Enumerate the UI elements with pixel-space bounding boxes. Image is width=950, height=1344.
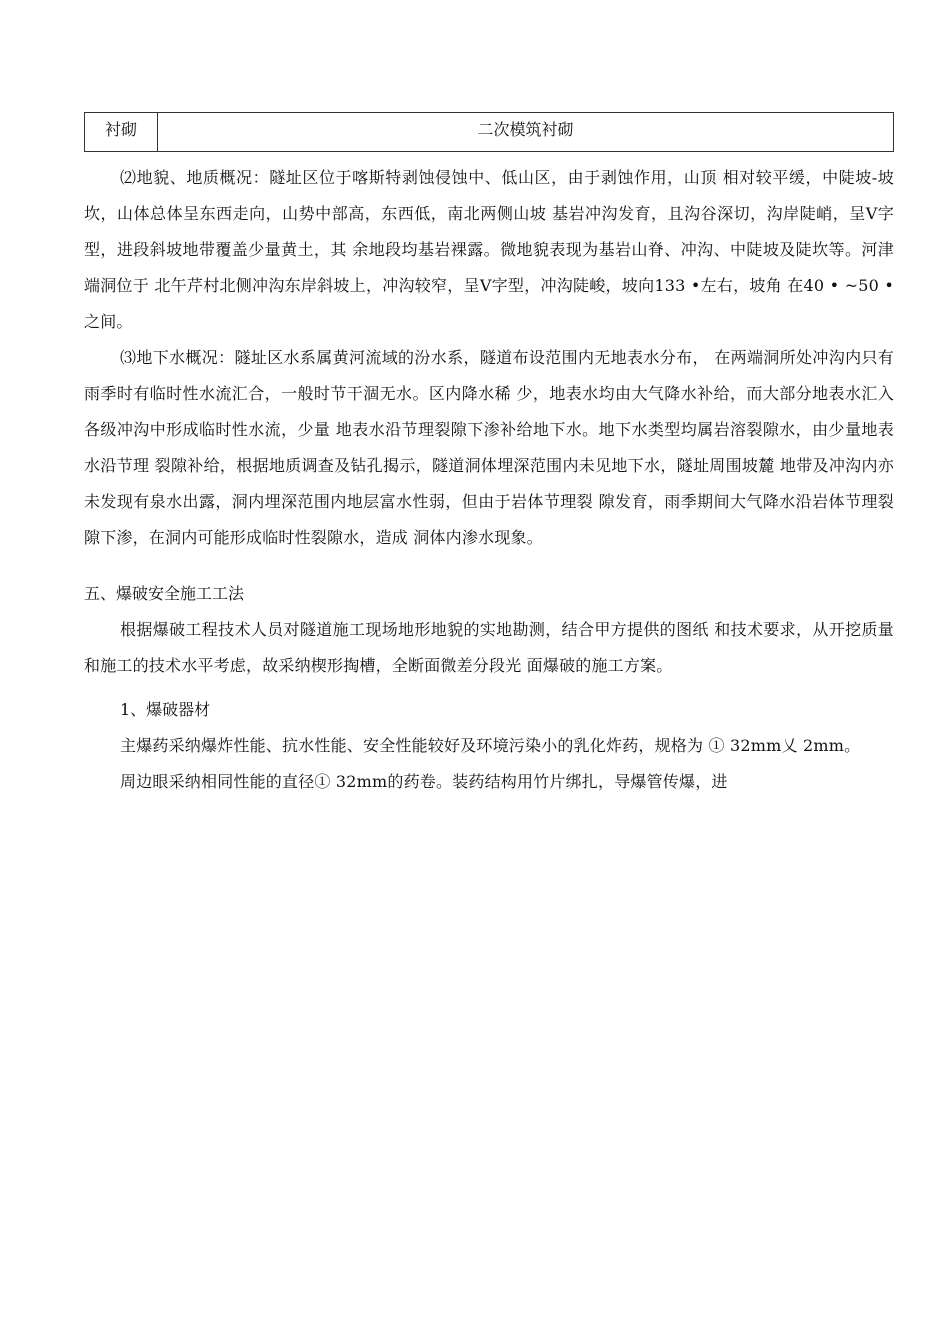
table-cell-lining: 衬砌 [85,113,158,152]
paragraph-geomorphology: ⑵地貌、地质概况：隧址区位于喀斯特剥蚀侵蚀中、低山区，由于剥蚀作用，山顶 相对较平缓，中陡坡-坡坎，山体总体呈东西走向，山势中部高，东西低，南北两侧山坡 基岩冲沟发育，且沟谷深切，沟岸陡峭，呈V字型，进段斜坡地带覆盖少量黄土，其 余地段均基岩裸露。微地貌表现为基岩山脊、冲沟、中陡坡及陡坎等。河津端洞位于 北午芹村北侧冲沟东岸斜坡上，冲沟较窄，呈V字型，冲沟陡峻，坡向133 •左右，坡角 在40 • ~50 •之间。 [84,168,894,331]
paragraph-method: 根据爆破工程技术人员对隧道施工现场地形地貌的实地勘测，结合甲方提供的图纸 和技术要求，从开挖质量和施工的技术水平考虑，故采纳楔形掏槽，全断面微差分段光 面爆破的施工方案。 [84,620,894,675]
paragraph-groundwater: ⑶地下水概况：隧址区水系属黄河流域的汾水系，隧道布设范围内无地表水分布， 在两端洞所处冲沟内只有雨季时有临时性水流汇合，一般时节干涸无水。区内降水稀 少，地表水均由大气降水补给，而大部分地表水汇入各级冲沟中形成临时性水流，少量 地表水沿节理裂隙下渗补给地下水。地下水类型均属岩溶裂隙水，由少量地表水沿节理 裂隙补给，根据地质调查及钻孔揭示，隧道洞体埋深范围内未见地下水，隧址周围坡麓 地带及冲沟内亦未发现有泉水出露，洞内埋深范围内地层富水性弱，但由于岩体节理裂 隙发育，雨季期间大气降水沿岩体节理裂隙下渗，在洞内可能形成临时性裂隙水，造成 洞体内渗水现象。 [84,348,894,547]
section-title: 五、爆破安全施工工法 [84,584,245,603]
table-cell-secondary-lining: 二次模筑衬砌 [158,113,894,152]
lining-table [84,112,894,152]
table-row [85,113,894,152]
document-body [84,160,894,800]
paragraph-perimeter-holes: 周边眼采纳相同性能的直径① 32mm的药卷。装药结构用竹片绑扎，导爆管传爆，进 [120,772,728,791]
paragraph-main-explosive: 主爆药采纳爆炸性能、抗水性能、安全性能较好及环境污染小的乳化炸药，规格为 ① 32mm乂 2mm。 [120,736,861,755]
subsection-title: 1、爆破器材 [120,700,211,719]
